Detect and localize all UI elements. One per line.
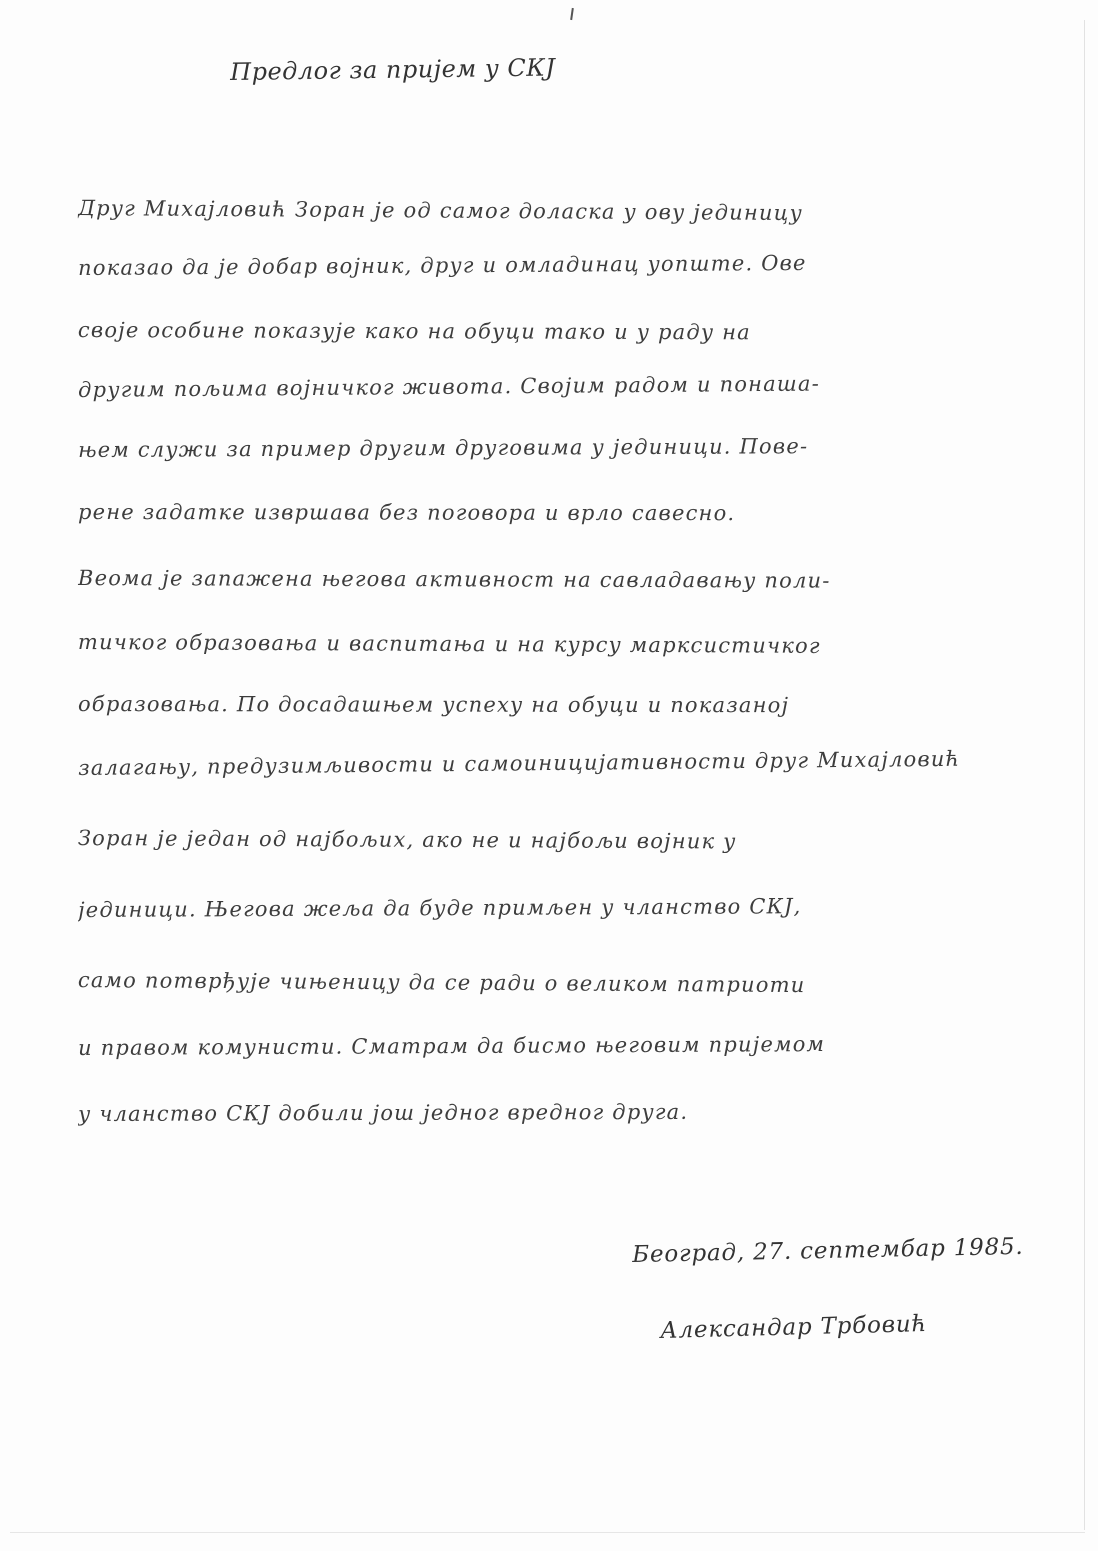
body-line: у чланство СКЈ добили још једног вредног друга. xyxy=(78,1099,689,1126)
letter-title: Предлог за пријем у СКЈ xyxy=(230,53,556,86)
place-and-date: Београд, 27. септембар 1985. xyxy=(632,1233,1024,1268)
body-line: рене задатке извршава без поговора и врло савесно. xyxy=(77,500,736,526)
pen-mark xyxy=(570,8,574,20)
signature: Александар Трбовић xyxy=(660,1311,928,1344)
body-line: Веома је запажена његова активност на савладавању поли- xyxy=(77,566,831,593)
body-line: другим пољима војничког живота. Својим радом и понаша- xyxy=(78,371,821,402)
body-line: тичког образовања и васпитања и на курсу марксистичког xyxy=(77,630,821,658)
body-line: образовања. По досадашњем успеху на обуци и показаној xyxy=(77,692,790,718)
body-line: само потврђује чињеницу да се ради о великом патриоти xyxy=(77,968,806,998)
body-line: и правом комунисти. Сматрам да бисмо његовим пријемом xyxy=(78,1032,826,1060)
body-line: своје особине показује како на обуци тако и у раду на xyxy=(77,318,751,345)
paper-right-edge xyxy=(1084,20,1085,1530)
paper-bottom-edge xyxy=(10,1532,1085,1533)
body-line: њем служи за пример другим друговима у јединици. Пове- xyxy=(78,434,809,462)
body-line: Зоран је један од најбољих, ако не и најбољи војник у xyxy=(77,826,737,854)
body-line: Друг Михајловић Зоран је од самог доласка у ову јединицу xyxy=(77,196,803,226)
body-line: залагању, предузимљивости и самоиницијативности друг Михајловић xyxy=(78,746,961,780)
body-line: јединици. Његова жеља да буде примљен у чланство СКЈ, xyxy=(78,894,802,922)
body-line: показао да је добар војник, друг и омладинац уопште. Ове xyxy=(78,250,807,280)
